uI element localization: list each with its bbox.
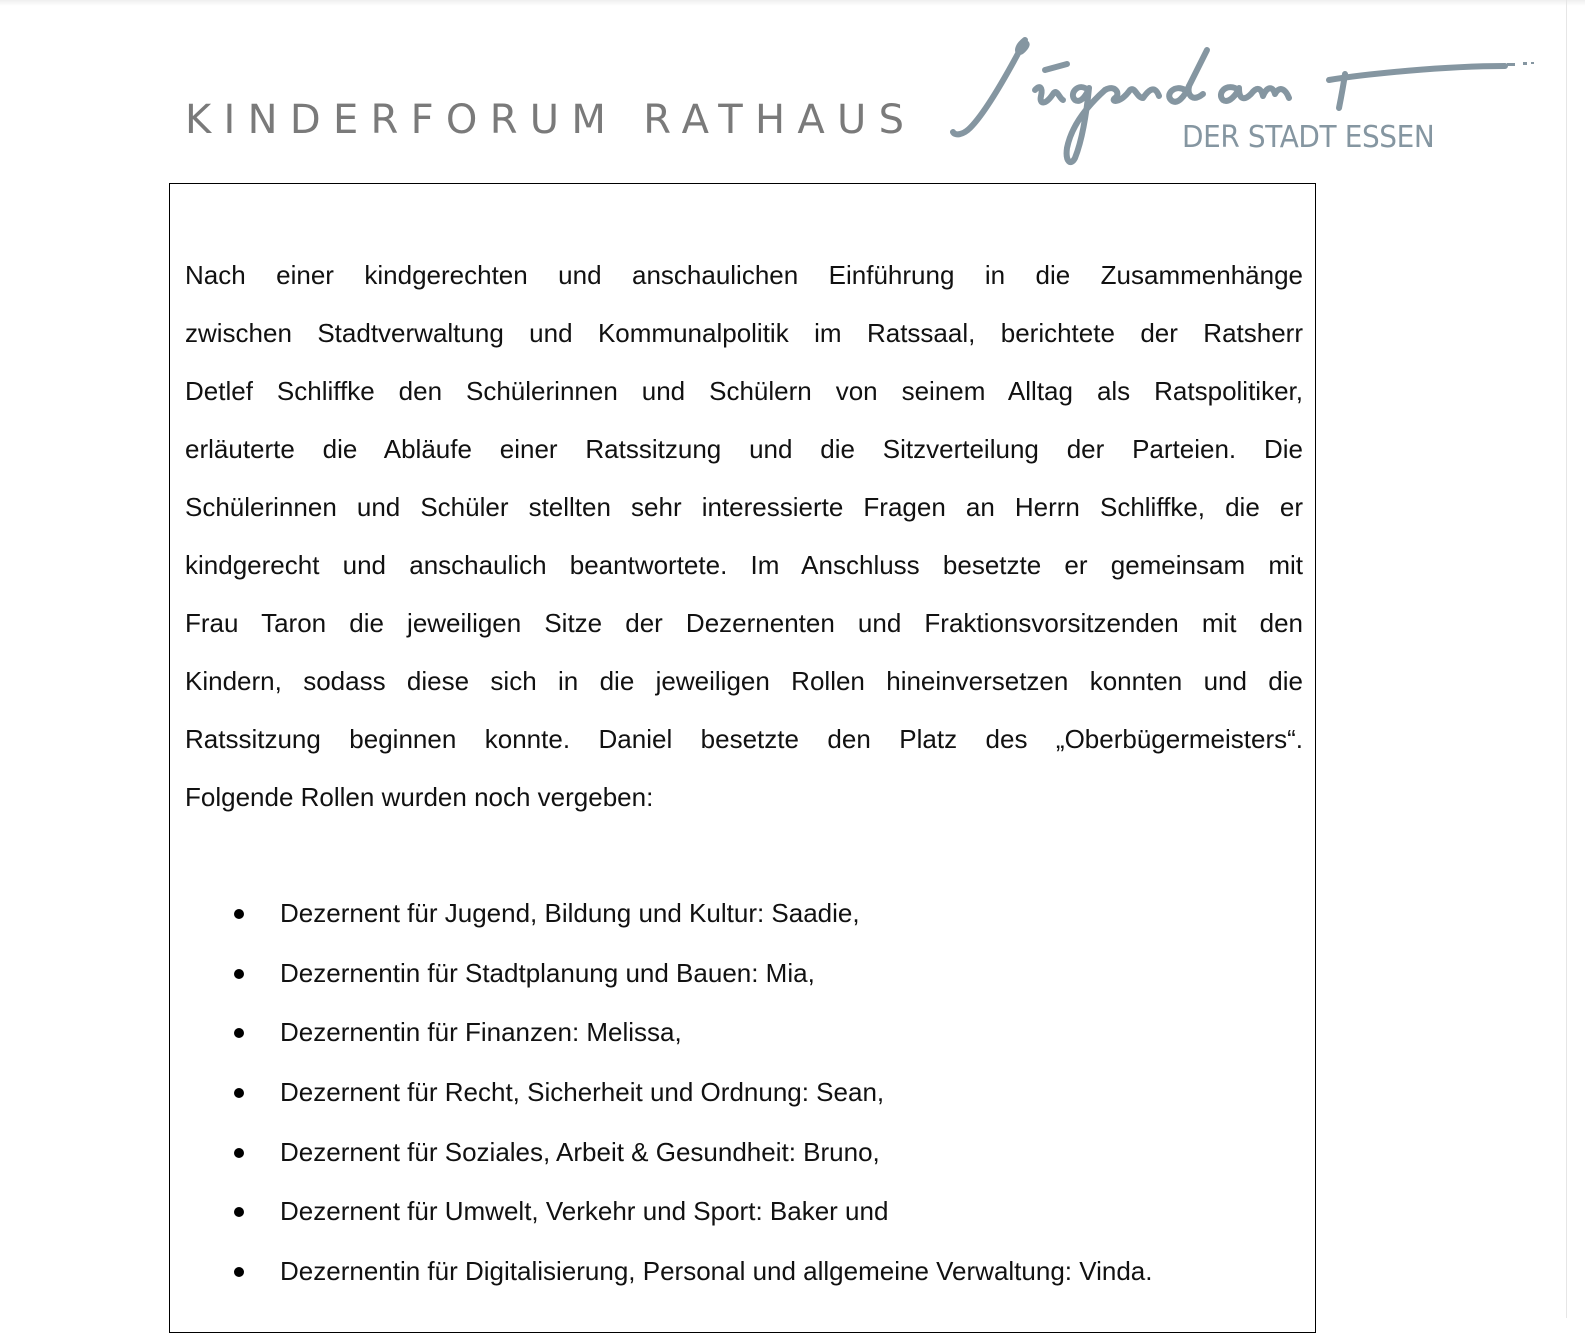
role-text: Dezernentin für Finanzen: Melissa, [280, 1017, 682, 1048]
bullet-icon [234, 1267, 244, 1277]
bullet-icon [234, 1148, 244, 1158]
role-text: Dezernent für Soziales, Arbeit & Gesundheit: Bruno, [280, 1136, 880, 1167]
list-item [170, 944, 1310, 1004]
role-text: Dezernent für Recht, Sicherheit und Ordnung: Sean, [280, 1077, 885, 1108]
list-item [170, 1182, 1310, 1242]
list-item [170, 1063, 1310, 1123]
list-item [170, 1123, 1310, 1183]
paragraph-line: kindgerecht und anschaulich beantwortete. Im Anschluss besetzte er gemeinsam mit [185, 550, 1303, 580]
logo-subtitle: DER STADT ESSEN [1182, 120, 1435, 155]
bullet-icon [234, 1088, 244, 1098]
role-text: Dezernentin für Digitalisierung, Personal und allgemeine Verwaltung: Vinda. [280, 1256, 1153, 1287]
role-text: Dezernentin für Stadtplanung und Bauen: Mia, [280, 957, 815, 988]
paragraph-line: Kindern, sodass diese sich in die jeweiligen Rollen hineinversetzen konnten und die [185, 666, 1303, 696]
list-item [170, 1242, 1310, 1302]
list-item [170, 1003, 1310, 1063]
paragraph-line: Nach einer kindgerechten und anschaulichen Einführung in die Zusammenhänge [185, 260, 1303, 290]
bullet-icon [234, 909, 244, 919]
role-text: Dezernent für Umwelt, Verkehr und Sport: Baker und [280, 1196, 889, 1227]
role-list [170, 884, 1310, 1302]
role-text: Dezernent für Jugend, Bildung und Kultur: Saadie, [280, 898, 860, 928]
bullet-icon [234, 1028, 244, 1038]
list-item [170, 884, 1310, 944]
page-edge-divider [1566, 0, 1567, 1318]
window-top-shadow [0, 0, 1585, 6]
paragraph-line: erläuterte die Abläufe einer Ratssitzung und die Sitzverteilung der Parteien. Die [185, 434, 1303, 464]
paragraph-line: Frau Taron die jeweiligen Sitze der Dezernenten und Fraktionsvorsitzenden mit den [185, 608, 1303, 638]
content-frame [169, 183, 1316, 1333]
paragraph-line: zwischen Stadtverwaltung und Kommunalpolitik im Ratssaal, berichtete der Ratsherr [185, 318, 1303, 348]
bullet-icon [234, 969, 244, 979]
paragraph-line: Schülerinnen und Schüler stellten sehr interessierte Fragen an Herrn Schliffke, die er [185, 492, 1303, 522]
paragraph-line: Folgende Rollen wurden noch vergeben: [185, 782, 654, 812]
bullet-icon [234, 1207, 244, 1217]
paragraph-line: Ratssitzung beginnen konnte. Daniel besetzte den Platz des „Oberbügermeisters“. [185, 724, 1303, 754]
jugendamt-logo [945, 28, 1545, 173]
page-title: KINDERFORUM RATHAUS [185, 97, 917, 143]
intro-paragraph [185, 246, 1303, 826]
paragraph-line: Detlef Schliffke den Schülerinnen und Schülern von seinem Alltag als Ratspolitiker, [185, 376, 1303, 406]
